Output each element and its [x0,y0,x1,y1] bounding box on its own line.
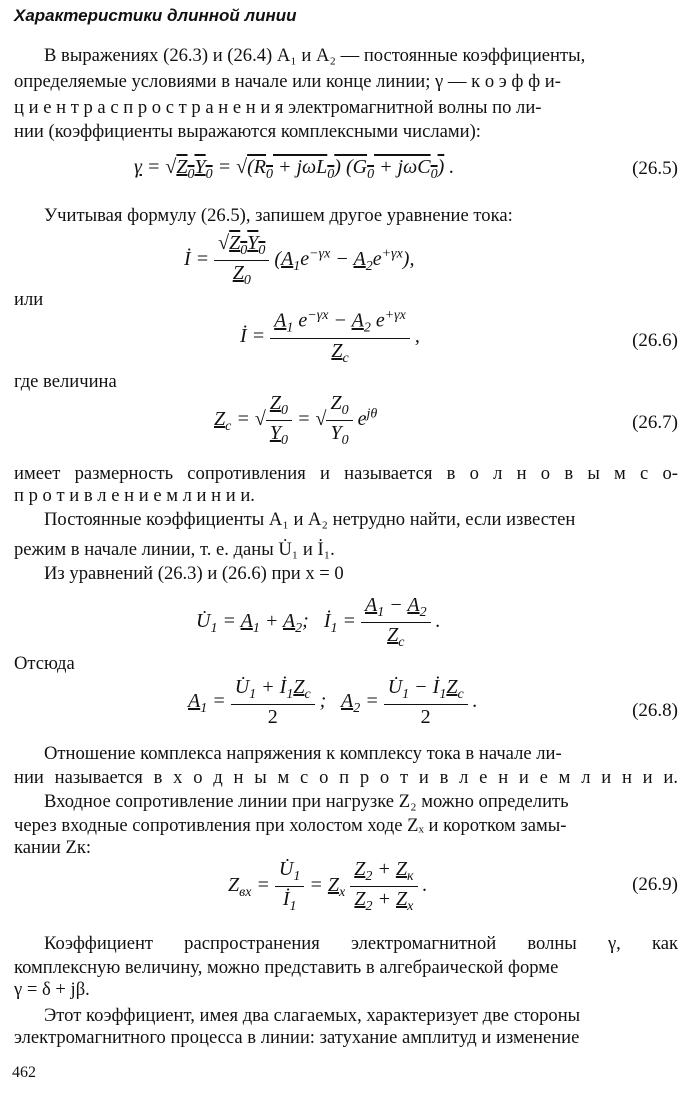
equation-number-26-5: (26.5) [632,158,678,179]
paragraph-8-line-3: γ = δ + jβ. [14,979,90,1000]
paragraph-6-line-1: Отношение комплекса напряжения к комплексу тока в начале ли- [44,743,562,764]
equation-26-9: $Z_{вх}$ = $\frac{U̇_1}{İ_1}$ = $Z_x$ $\frac{Z_2 + Z_к}{Z_2 + Z_x}$ . [228,858,428,914]
paragraph-4-line-2: режим в начале линии, т. е. даны U̇₁ и İ₁. [14,539,335,560]
paragraph-4-line-1: Постоянные коэффициенты A₁ и A₂ нетрудно найти, если известен [44,509,576,530]
paragraph-3-line-2: п р о т и в л е н и е м л и н и и. [14,485,255,506]
paragraph-5: Из уравнений (26.3) и (26.6) при x = 0 [44,563,344,584]
equation-initial-conditions: $U̇_1 = A_1 + A_2$; $İ_1$ = $\frac{A_1 - A_2}{Z_c}$ . [196,594,441,650]
paragraph-7-line-2: через входные сопротивления при холостом ходе Zₓ и коротком замы- [14,815,567,836]
paragraph-8-line-1: Коэффициент распространения электромагнитной волны γ, как [44,933,678,954]
paragraph-1-line-3: ц и е н т р а с п р о с т р а н е н и я электромагнитной волны по ли- [14,97,542,118]
paragraph-2: Учитывая формулу (26.5), запишем другое уравнение тока: [44,205,513,226]
paragraph-7-line-1: Входное сопротивление линии при нагрузке Z₂ можно определить [44,791,569,812]
equation-current: İ = $\frac{√Z_0Y_0}{Z_0}$ $(A_1e^{-\gamma x} - A_2e^{+\gamma x})$, [184,232,415,288]
paragraph-1-line-1: В выражениях (26.3) и (26.4) A₁ и A₂ — постоянные коэффициенты, [44,45,586,66]
word-ili: или [14,289,44,310]
equation-26-5: $\gamma = √Z_0Y_0 = √(R_0 + j\omega L_0) (G_0 + j\omega C_0)$ . [134,156,455,182]
paragraph-1-line-2: определяемые условиями в начале или конце линии; γ — к о э ф ф и- [14,71,561,92]
word-gde: где величина [14,371,117,392]
equation-number-26-9: (26.9) [632,874,678,895]
paragraph-8-line-2: комплексную величину, можно представить в алгебраической форме [14,957,559,978]
running-header: Характеристики длинной линии [14,6,297,25]
equation-26-6: İ = $\frac{A_1 e^{-\gamma x} - A_2 e^{+\gamma x}}{Z_c}$ , [240,308,420,366]
equation-number-26-8: (26.8) [632,700,678,721]
paragraph-1-line-4: нии (коэффициенты выражаются комплексными числами): [14,121,481,142]
word-otsyuda: Отсюда [14,653,75,674]
equation-number-26-7: (26.7) [632,412,678,433]
paragraph-9-line-1: Этот коэффициент, имея два слагаемых, характеризует две стороны [44,1005,581,1026]
paragraph-7-line-3: кании Zк: [14,837,92,858]
equation-26-7: $Z_c$ = √ $\frac{Z_0}{Y_0}$ = √ $\frac{Z_0}{Y_0}$ $e^{j\theta}$ [214,392,378,448]
paragraph-9-line-2: электромагнитного процесса в линии: затухание амплитуд и изменение [14,1027,580,1048]
equation-number-26-6: (26.6) [632,330,678,351]
paragraph-3-line-1: имеет размерность сопротивления и называется в о л н о в ы м с о- [14,463,678,484]
paragraph-6-line-2: нии называется в х о д н ы м с о п р о т и в л е н и е м л и н и и. [14,767,678,788]
page-number: 462 [12,1064,36,1081]
equation-26-8: $A_1$ = $\frac{U̇_1 + İ_1Z_c}{2}$ ; $A_2$ = $\frac{U̇_1 - İ_1Z_c}{2}$ . [188,676,478,728]
